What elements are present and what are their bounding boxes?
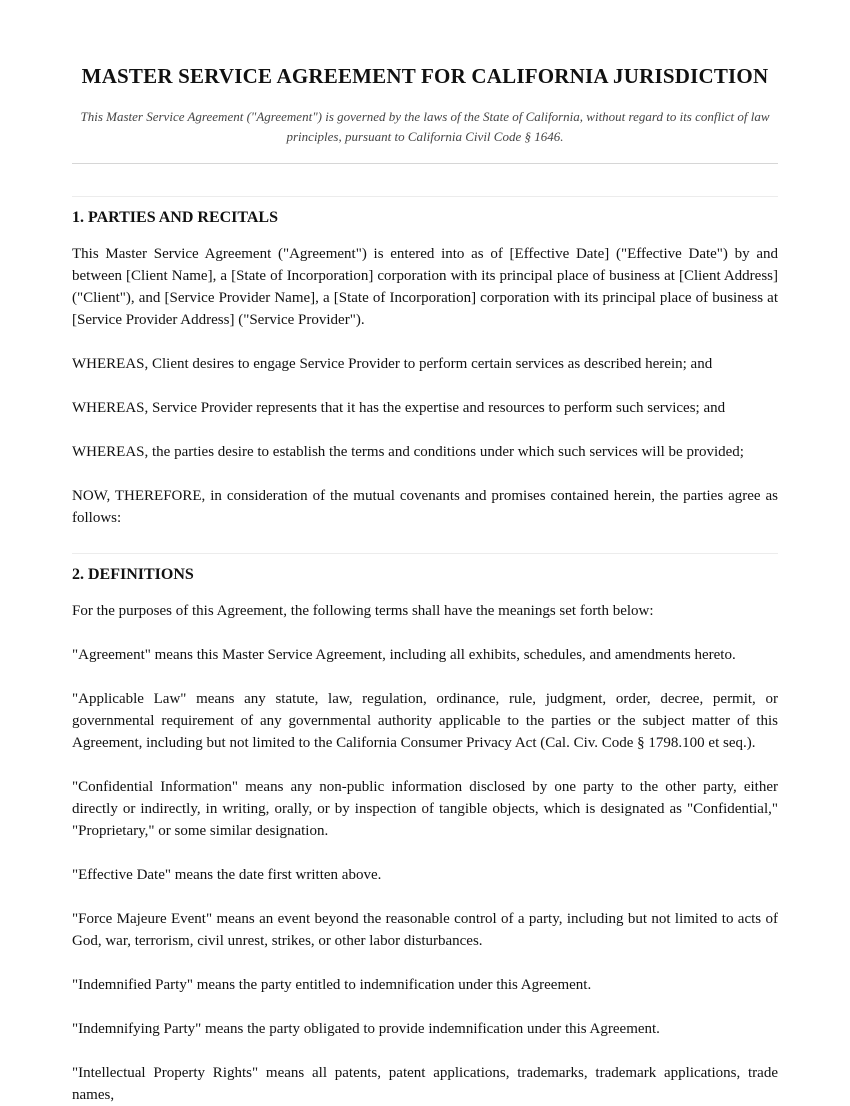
paragraph: For the purposes of this Agreement, the following terms shall have the meanings set forth below: (72, 603, 654, 619)
definition-indemnified-party: "Indemnified Party" means the party entitled to indemnification under this Agreement. (72, 977, 592, 993)
section-definitions (72, 564, 778, 1106)
definition-force-majeure-event: "Force Majeure Event" means an event beyond the reasonable control of a party, including but not limited to acts of God, war, terrorism, civil unrest, strikes, or other labor disturbances. (72, 911, 778, 949)
section-heading: 1. PARTIES AND RECITALS (72, 209, 278, 226)
section-divider (72, 553, 778, 554)
paragraph: This Master Service Agreement ("Agreement") is entered into as of [Effective Date] ("Effective Date") by and between [Client Name], a [State of Incorporation] corporation with its principal place of business at [Client Address] ("Client"), and [Service Provider Name], a [State of Incorporation] corporation with its principal place of business at [Service Provider Address] ("Service Provider"). (72, 246, 778, 328)
section-heading: 2. DEFINITIONS (72, 566, 194, 583)
definition-confidential-information: "Confidential Information" means any non-public information disclosed by one party to the other party, either directly or indirectly, in writing, orally, or by inspection of tangible objects, which is designated as "Confidential," "Proprietary," or some similar designation. (72, 779, 778, 839)
paragraph: WHEREAS, Client desires to engage Service Provider to perform certain services as described herein; and (72, 356, 713, 372)
governing-law-note: This Master Service Agreement ("Agreement") is governed by the laws of the State of California, without regard to its conflict of law principles, pursuant to California Civil Code § 1646. (80, 109, 770, 144)
document-title: MASTER SERVICE AGREEMENT FOR CALIFORNIA JURISDICTION (81, 64, 769, 88)
paragraph: NOW, THEREFORE, in consideration of the mutual covenants and promises contained herein, the parties agree as follows: (72, 488, 778, 526)
definition-effective-date: "Effective Date" means the date first written above. (72, 867, 382, 883)
section-parties-and-recitals (72, 207, 778, 529)
section-divider (72, 196, 778, 197)
document-page (72, 0, 778, 1106)
definition-intellectual-property-rights: "Intellectual Property Rights" means all patents, patent applications, trademarks, trademark applications, trade names, (72, 1065, 778, 1103)
paragraph: WHEREAS, the parties desire to establish the terms and conditions under which such services will be provided; (72, 444, 744, 460)
definition-applicable-law: "Applicable Law" means any statute, law, regulation, ordinance, rule, judgment, order, decree, permit, or governmental requirement of any governmental authority applicable to the parties or the subject matter of this Agreement, including but not limited to the California Consumer Privacy Act (Cal. Civ. Code § 1798.100 et seq.). (72, 691, 778, 751)
header-divider (72, 163, 778, 164)
definition-indemnifying-party: "Indemnifying Party" means the party obligated to provide indemnification under this Agreement. (72, 1021, 660, 1037)
paragraph: WHEREAS, Service Provider represents that it has the expertise and resources to perform such services; and (72, 400, 726, 416)
definition-agreement: "Agreement" means this Master Service Agreement, including all exhibits, schedules, and amendments hereto. (72, 647, 736, 663)
